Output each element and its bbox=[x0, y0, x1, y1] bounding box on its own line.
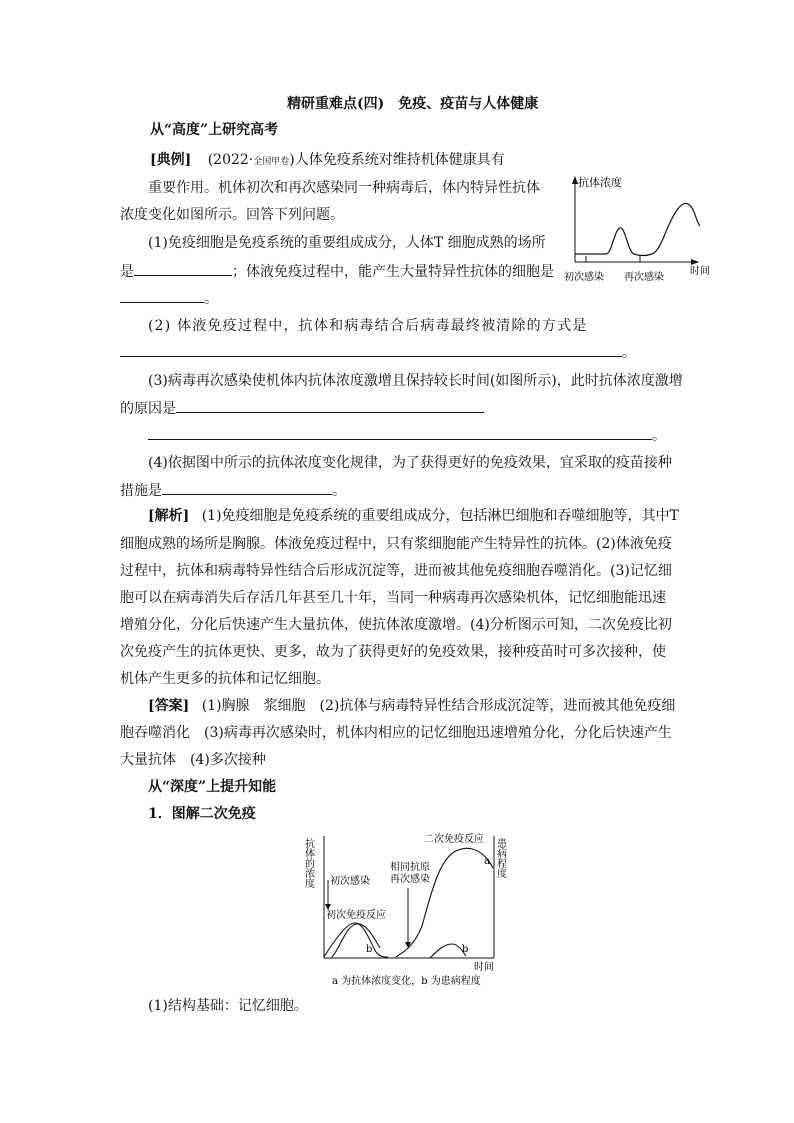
example-line-3: 浓度变化如图所示。回答下列问题。 bbox=[120, 207, 344, 223]
answer-blank[interactable] bbox=[134, 261, 232, 276]
q1-text-b: ；体液免疫过程中，能产生大量特异性抗体的细胞是 bbox=[232, 264, 554, 280]
answer-blank[interactable] bbox=[120, 342, 622, 357]
q2-end: 。 bbox=[622, 345, 636, 361]
left-axis-label: 抗体的浓度 bbox=[302, 838, 314, 888]
secondary-immunity-chart bbox=[304, 826, 516, 988]
first-infection-label: 初次感染 bbox=[564, 272, 604, 283]
q1-line-3 bbox=[120, 288, 218, 309]
analysis-line-5: 增殖分化，分化后快速产生大量抗体，使抗体浓度激增。(4)分析图示可知，二次免疫比初 bbox=[120, 617, 672, 633]
label-b-first: b bbox=[366, 944, 373, 955]
x-axis-arrow bbox=[691, 259, 699, 265]
q4-end: 。 bbox=[332, 483, 346, 499]
example-line-2: 重要作用。机体初次和再次感染同一种病毒后，体内特异性抗体 bbox=[148, 180, 540, 196]
q3-end: 。 bbox=[652, 428, 666, 444]
reinfection-label: 再次感染 bbox=[390, 874, 430, 885]
answer-label: [答案] bbox=[148, 698, 190, 714]
q2-line-2 bbox=[120, 342, 636, 363]
first-response-label: 初次免疫反应 bbox=[326, 910, 386, 921]
analysis-line-1 bbox=[148, 506, 679, 526]
q4-line-1: (4)依据图中所示的抗体浓度变化规律，为了获得更好的免疫效果，宜采取的疫苗接种 bbox=[148, 455, 672, 471]
q3-line-3 bbox=[148, 425, 666, 446]
section-heading-height: 从“高度”上研究高考 bbox=[150, 122, 279, 138]
q4-text: 措施是 bbox=[120, 483, 162, 499]
antibody-chart-1 bbox=[562, 170, 722, 288]
q1-line-1: (1)免疫细胞是免疫系统的重要组成成分，人体T 细胞成熟的场所 bbox=[148, 235, 546, 251]
time-axis-label: 时间 bbox=[474, 962, 494, 973]
antibody-curve-first bbox=[324, 923, 388, 957]
example-line-1 bbox=[150, 150, 505, 172]
chart-caption: a 为抗体浓度变化，b 为患病程度 bbox=[332, 976, 481, 987]
q3-line-2 bbox=[120, 398, 484, 419]
example-intro: )人体免疫系统对维持机体健康具有 bbox=[289, 152, 505, 168]
item-heading-secondary-immunity: 1．图解二次免疫 bbox=[148, 806, 256, 822]
analysis-text: (1)免疫细胞是免疫系统的重要组成成分，包括淋巴细胞和吞噬细胞等，其中T bbox=[201, 508, 679, 524]
section-heading-depth: 从“深度”上提升知能 bbox=[148, 779, 277, 795]
x-axis-label: 时间 bbox=[690, 266, 710, 277]
example-source: (2022· bbox=[207, 152, 254, 168]
analysis-label: [解析] bbox=[148, 508, 190, 524]
disease-curve-second bbox=[430, 944, 469, 958]
reinfection-arrowhead bbox=[405, 942, 411, 948]
same-antigen-label: 相同抗原 bbox=[390, 862, 430, 873]
analysis-line-4: 胞可以在病毒消失后存活几年甚至几十年，当同一种病毒再次感染机体，记忆细胞能迅速 bbox=[120, 590, 666, 606]
q4-line-2 bbox=[120, 480, 346, 501]
q2-line-1: (2) 体液免疫过程中，抗体和病毒结合后病毒最终被清除的方式是 bbox=[148, 318, 588, 334]
answer-blank[interactable] bbox=[120, 288, 204, 303]
example-label: [典例] bbox=[150, 152, 192, 168]
analysis-line-7: 机体产生更多的抗体和记忆细胞。 bbox=[120, 671, 330, 687]
q3-line-1: (3)病毒再次感染使机体内抗体浓度激增且保持较长时间(如图所示)，此时抗体浓度激增 bbox=[148, 373, 683, 389]
label-a-second: a bbox=[484, 856, 490, 867]
antibody-curve bbox=[575, 203, 700, 255]
label-b-second: b bbox=[462, 944, 469, 955]
answer-blank[interactable] bbox=[162, 480, 332, 495]
answer-blank[interactable] bbox=[176, 398, 484, 413]
first-infection-label: 初次感染 bbox=[330, 876, 370, 887]
answer-line-3: 大量抗体 (4)多次接种 bbox=[120, 752, 266, 768]
analysis-line-6: 次免疫产生的抗体更快、更多，故为了获得更好的免疫效果，接种疫苗时可多次接种，使 bbox=[120, 644, 666, 660]
y-axis-label: 抗体浓度 bbox=[578, 176, 622, 189]
answer-line-1 bbox=[148, 696, 675, 716]
analysis-line-3: 过程中，抗体和病毒特异性结合后形成沉淀等，进而被其他免疫细胞吞噬消化。(3)记忆细 bbox=[120, 563, 672, 579]
q1-line-2 bbox=[120, 261, 554, 282]
analysis-line-2: 细胞成熟的场所是胸腺。体液免疫过程中，只有浆细胞能产生特异性的抗体。(2)体液免疫 bbox=[120, 536, 672, 552]
answer-line-2: 胞吞噬消化 (3)病毒再次感染时，机体内相应的记忆细胞迅速增殖分化，分化后快速产生 bbox=[120, 725, 672, 741]
exam-stamp: 全国甲卷 bbox=[253, 157, 290, 167]
item-sub-1: (1)结构基础：记忆细胞。 bbox=[148, 998, 308, 1014]
second-response-label: 二次免疫反应 bbox=[424, 834, 484, 845]
answer-blank[interactable] bbox=[148, 425, 652, 440]
q1-end: 。 bbox=[204, 291, 218, 307]
q1-text-a: 是 bbox=[120, 264, 134, 280]
disease-curve-first bbox=[332, 924, 380, 957]
page-title: 精研重难点(四) 免疫、疫苗与人体健康 bbox=[287, 96, 539, 112]
second-infection-label: 再次感染 bbox=[624, 272, 664, 283]
q3-text: 的原因是 bbox=[120, 401, 176, 417]
right-axis-label: 患病程度 bbox=[494, 838, 506, 878]
answer-text: (1)胸腺 浆细胞 (2)抗体与病毒特异性结合形成沉淀等，进而被其他免疫细 bbox=[201, 698, 676, 714]
